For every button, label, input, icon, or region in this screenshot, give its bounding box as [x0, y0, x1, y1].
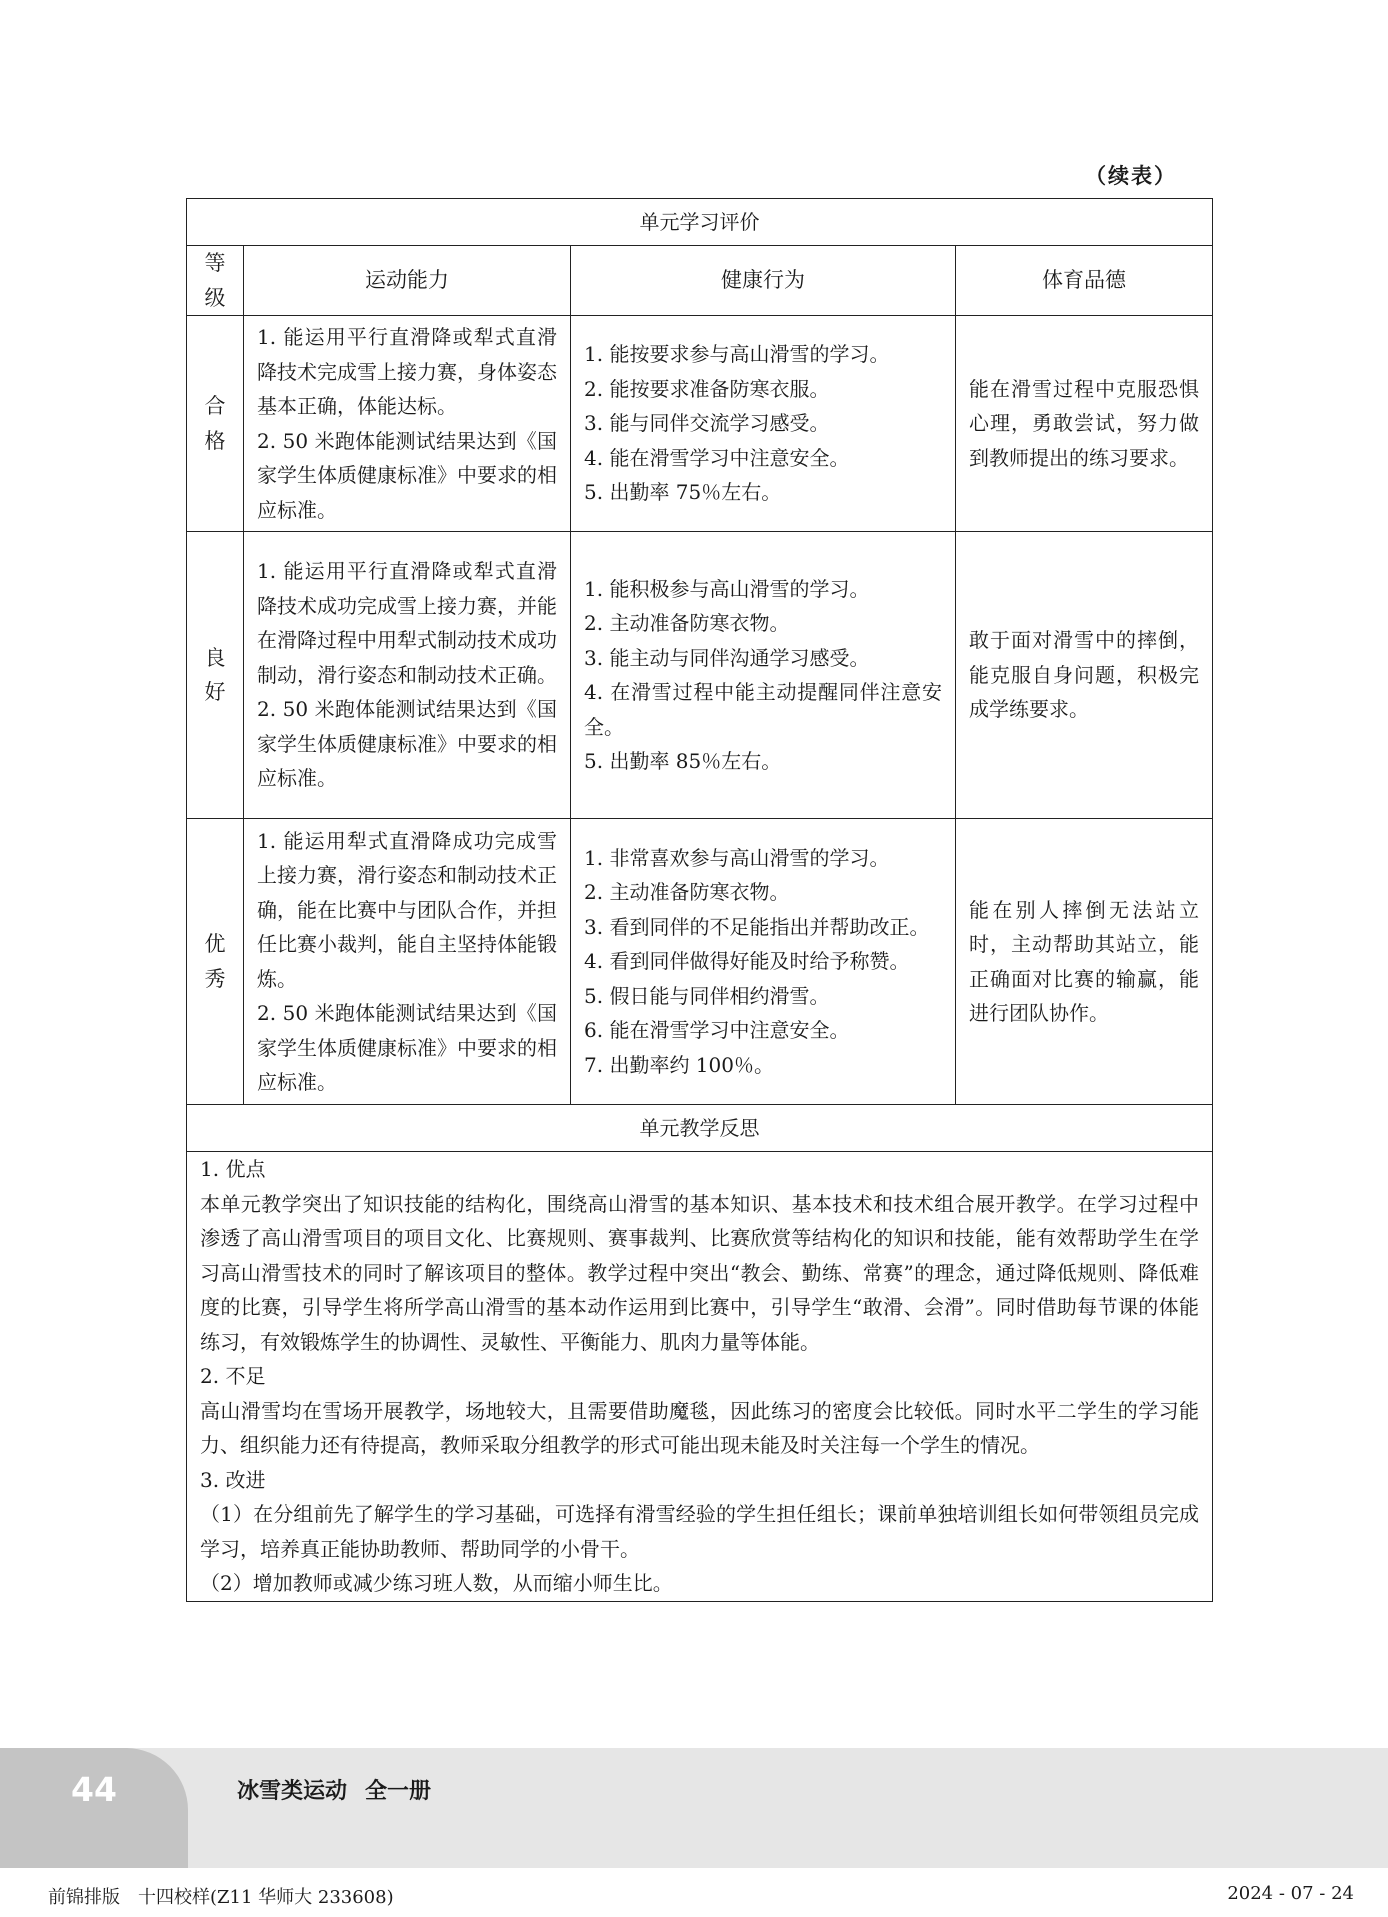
- health-item: 5. 假日能与同伴相约滑雪。: [584, 983, 830, 1008]
- section-title: 单元学习评价: [187, 199, 1213, 246]
- reflection-paragraph: 本单元教学突出了知识技能的结构化，围绕高山滑雪的基本知识、基本技术和技术组合展开教学。在学习过程中渗透了高山滑雪项目的项目文化、比赛规则、赛事裁判、比赛欣赏等结构化的知识和技能，能有效帮助学生在学习高山滑雪技术的同时了解该项目的整体。教学过程中突出“教会、勤练、常赛”的理念，通过降低规则、降低难度的比赛，引导学生将所学高山滑雪的基本动作运用到比赛中，引导学生“敢滑、会滑”。同时借助每节课的体能练习，有效锻炼学生的协调性、灵敏性、平衡能力、肌肉力量等体能。: [200, 1191, 1199, 1354]
- ethics-cell: 敢于面对滑雪中的摔倒，能克服自身问题，积极完成学练要求。: [956, 532, 1213, 819]
- header-health-behavior: 健康行为: [571, 246, 956, 316]
- imprint-typesetter: 前锦排版: [48, 1887, 120, 1908]
- header-sports-ethics: 体育品德: [956, 246, 1213, 316]
- reflection-body: [187, 1152, 1213, 1602]
- table-row: [187, 316, 1213, 532]
- motor-item: 1. 能运用平行直滑降或犁式直滑降技术完成雪上接力赛，身体姿态基本正确，体能达标。: [257, 325, 557, 418]
- table-row: [187, 819, 1213, 1105]
- health-item: 5. 出勤率 85％左右。: [584, 749, 782, 773]
- health-item: 4. 能在滑雪学习中注意安全。: [584, 445, 850, 470]
- health-item: 5. 出勤率 75％左右。: [584, 480, 782, 505]
- health-item: 6. 能在滑雪学习中注意安全。: [584, 1018, 850, 1043]
- reflection-paragraph: 高山滑雪均在雪场开展教学，场地较大，且需要借助魔毯，因此练习的密度会比较低。同时水平二学生的学习能力、组织能力还有待提高，教师采取分组教学的形式可能出现未能及时关注每一个学生的情况。: [200, 1398, 1199, 1457]
- motor-item: 2. 50 米跑体能测试结果达到《国家学生体质健康标准》中要求的相应标准。: [257, 428, 557, 522]
- motor-cell: [244, 316, 571, 532]
- reflection-heading: 1. 优点: [200, 1157, 266, 1181]
- ethics-cell: 能在别人摔倒无法站立时，主动帮助其站立，能正确面对比赛的输赢，能进行团队协作。: [956, 819, 1213, 1105]
- reflection-title: 单元教学反思: [187, 1105, 1213, 1152]
- book-volume: 全一册: [365, 1779, 432, 1804]
- table-row: [187, 532, 1213, 819]
- health-item: 1. 能按要求参与高山滑雪的学习。: [584, 342, 890, 367]
- reflection-paragraph: （2）增加教师或减少练习班人数，从而缩小师生比。: [200, 1571, 673, 1595]
- health-cell: [571, 819, 956, 1105]
- print-date: 2024 - 07 - 24: [1227, 1883, 1354, 1904]
- health-item: 3. 能主动与同伴沟通学习感受。: [584, 645, 870, 670]
- reflection-paragraph: （1）在分组前先了解学生的学习基础，可选择有滑雪经验的学生担任组长；课前单独培训组长如何带领组员完成学习，培养真正能协助教师、帮助同学的小骨干。: [200, 1502, 1199, 1561]
- header-level: 等级: [187, 246, 244, 316]
- level-label: 良好: [187, 532, 244, 819]
- level-label: 合格: [187, 316, 244, 532]
- health-cell: [571, 532, 956, 819]
- motor-item: 2. 50 米跑体能测试结果达到《国家学生体质健康标准》中要求的相应标准。: [257, 1001, 557, 1094]
- motor-item: 1. 能运用平行直滑降或犁式直滑降技术成功完成雪上接力赛，并能在滑降过程中用犁式制动技术成功制动，滑行姿态和制动技术正确。: [257, 559, 557, 687]
- health-item: 2. 主动准备防寒衣物。: [584, 611, 790, 635]
- page-number: 44: [71, 1770, 117, 1809]
- imprint-proof: 十四校样(Z11 华师大 233608): [138, 1887, 394, 1908]
- print-imprint: [48, 1883, 394, 1909]
- health-item: 4. 看到同伴做得好能及时给予称赞。: [584, 949, 910, 974]
- health-item: 1. 能积极参与高山滑雪的学习。: [584, 576, 870, 601]
- header-motor-ability: 运动能力: [244, 246, 571, 316]
- health-item: 2. 能按要求准备防寒衣服。: [584, 376, 830, 401]
- motor-item: 2. 50 米跑体能测试结果达到《国家学生体质健康标准》中要求的相应标准。: [257, 697, 557, 791]
- health-item: 3. 能与同伴交流学习感受。: [584, 411, 830, 436]
- motor-cell: [244, 532, 571, 819]
- health-item: 2. 主动准备防寒衣物。: [584, 880, 790, 905]
- page-number-tab: [0, 1748, 188, 1868]
- ethics-cell: 能在滑雪过程中克服恐惧心理，勇敢尝试，努力做到教师提出的练习要求。: [956, 316, 1213, 532]
- book-title: 冰雪类运动: [237, 1779, 348, 1804]
- health-item: 7. 出勤率约 100％。: [584, 1052, 774, 1077]
- health-item: 1. 非常喜欢参与高山滑雪的学习。: [584, 845, 890, 870]
- motor-item: 1. 能运用犁式直滑降成功完成雪上接力赛，滑行姿态和制动技术正确，能在比赛中与团队合作，并担任比赛小裁判，能自主坚持体能锻炼。: [257, 828, 557, 991]
- health-item: 4. 在滑雪过程中能主动提醒同伴注意安全。: [584, 680, 942, 739]
- health-cell: [571, 316, 956, 532]
- reflection-heading: 3. 改进: [200, 1467, 266, 1492]
- reflection-heading: 2. 不足: [200, 1364, 266, 1388]
- continued-label: （续表）: [1085, 164, 1177, 188]
- level-label: 优秀: [187, 819, 244, 1105]
- health-item: 3. 看到同伴的不足能指出并帮助改正。: [584, 914, 930, 939]
- page-footer-band: [0, 1748, 1388, 1868]
- evaluation-table: [186, 198, 1213, 1602]
- book-title-line: [237, 1774, 431, 1805]
- motor-cell: [244, 819, 571, 1105]
